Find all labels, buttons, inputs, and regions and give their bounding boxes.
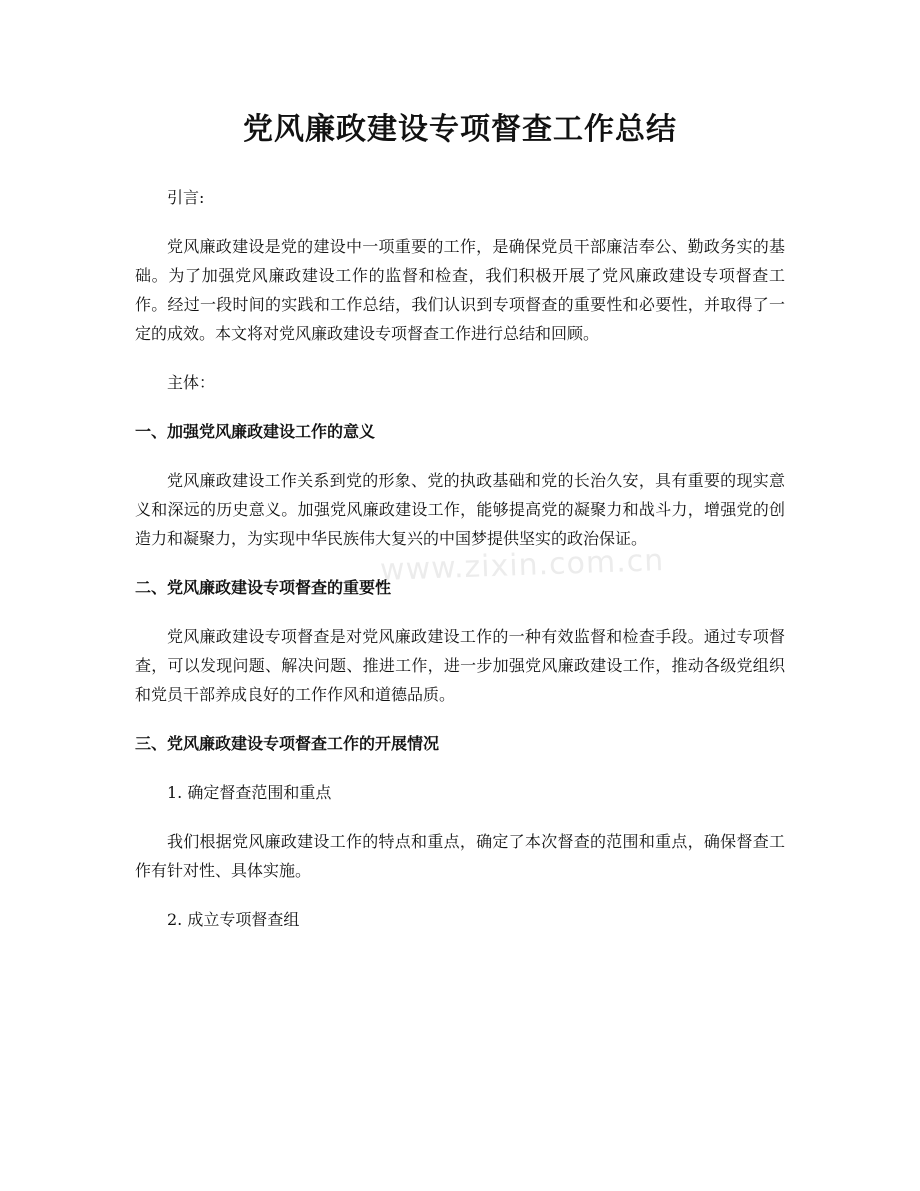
section-paragraph-2: 党风廉政建设专项督查是对党风廉政建设工作的一种有效监督和检查手段。通过专项督查，可以发现问题、解决问题、推进工作，进一步加强党风廉政建设工作，推动各级党组织和党员干部养成良好的工作作风和道德品质。 xyxy=(135,627,785,704)
subsection-paragraph-1: 我们根据党风廉政建设工作的特点和重点，确定了本次督查的范围和重点，确保督查工作有针对性、具体实施。 xyxy=(135,832,785,880)
subsection-heading-2: 2. 成立专项督查组 xyxy=(167,910,300,929)
section-paragraph-1: 党风廉政建设工作关系到党的形象、党的执政基础和党的长治久安，具有重要的现实意义和深远的历史意义。加强党风廉政建设工作，能够提高党的凝聚力和战斗力，增强党的创造力和凝聚力，为实现中华民族伟大复兴的中国梦提供坚实的政治保证。 xyxy=(135,471,785,548)
section-heading-1: 一、加强党风廉政建设工作的意义 xyxy=(135,422,376,441)
document-body xyxy=(135,183,785,954)
intro-paragraph: 党风廉政建设是党的建设中一项重要的工作，是确保党员干部廉洁奉公、勤政务实的基础。为了加强党风廉政建设工作的监督和检查，我们积极开展了党风廉政建设专项督查工作。经过一段时间的实践和工作总结，我们认识到专项督查的重要性和必要性，并取得了一定的成效。本文将对党风廉政建设专项督查工作进行总结和回顾。 xyxy=(135,237,785,343)
subsection-heading-1: 1. 确定督查范围和重点 xyxy=(167,783,332,802)
intro-label: 引言: xyxy=(167,188,205,207)
watermark: www.zixin.com.cn xyxy=(379,543,665,588)
section-heading-3: 三、党风廉政建设专项督查工作的开展情况 xyxy=(135,734,440,753)
body-label: 主体： xyxy=(167,373,216,392)
document-title: 党风廉政建设专项督查工作总结 xyxy=(243,112,677,147)
section-heading-2: 二、党风廉政建设专项督查的重要性 xyxy=(135,578,392,597)
